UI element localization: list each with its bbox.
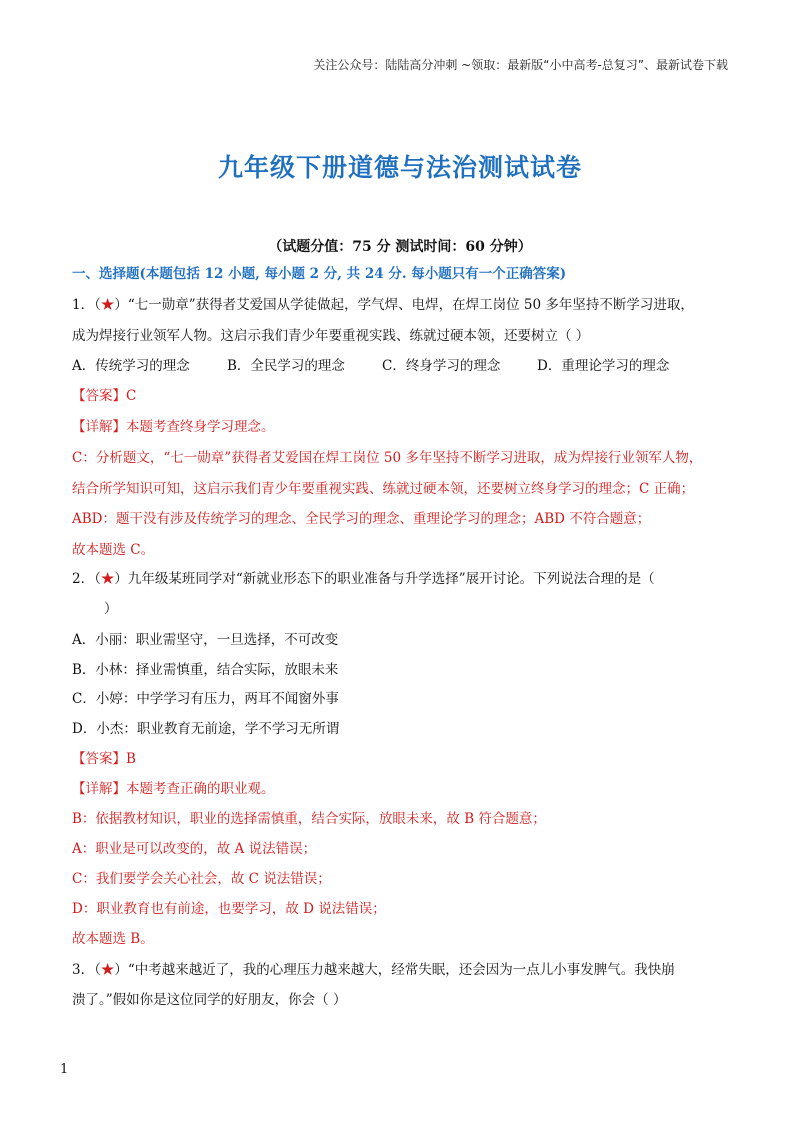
q2-detail: 【详解】本题考查正确的职业观。: [72, 781, 275, 797]
q1-detail: 【详解】本题考查终身学习理念。: [72, 419, 275, 435]
q2-option-d: D．小杰：职业教育无前途，学不学习无所谓: [72, 721, 340, 737]
q1-line2: 成为焊接行业领军人物。这启示我们青少年要重视实践、练就过硬本领，还要树立（ ）: [72, 328, 590, 344]
q1-explanation: C：分析题文，“七一勋章”获得者艾爱国在焊工岗位 50 多年坚持不断学习进取，成为焊接行业领军人物，: [72, 450, 703, 466]
page-title: 九年级下册道德与法治测试试卷: [217, 153, 582, 182]
star-icon: ★: [100, 571, 115, 587]
section-heading: 一、选择题(本题包括 12 小题, 每小题 2 分, 共 24 分. 每小题只有一个正确答案): [72, 266, 567, 282]
q3-text: ）“中考越来越近了，我的心理压力越来越大，经常失眠，还会因为一点儿小事发脾气。我快崩: [114, 962, 675, 978]
q2-option-a: A．小丽：职业需坚守，一旦选择，不可改变: [72, 632, 339, 648]
q2-line1: [72, 570, 655, 588]
q1-option-a: A．传统学习的理念: [72, 358, 190, 374]
q1-number: 1．（: [72, 297, 101, 313]
q2-line2: ）: [104, 601, 118, 617]
q1-option-c: C．终身学习的理念: [382, 358, 501, 374]
page-header: 关注公众号：陆陆高分冲刺 ~领取：最新版“小中高考-总复习”、最新试卷下载: [313, 58, 728, 72]
q1-line1: [72, 296, 694, 314]
q2-text: ）九年级某班同学对“新就业形态下的职业准备与升学选择”展开讨论。下列说法合理的是（: [114, 571, 655, 587]
q3-line2: 溃了。”假如你是这位同学的好朋友，你会（ ）: [72, 992, 347, 1008]
exam-info: （试题分值：75 分 测试时间：60 分钟）: [268, 239, 532, 255]
q2-explanation: B：依据教材知识，职业的选择需慎重，结合实际，放眼未来，故 B 符合题意；: [72, 811, 546, 827]
q2-explanation: C：我们要学会关心社会，故 C 说法错误；: [72, 871, 331, 887]
q2-conclusion: 故本题选 B。: [72, 931, 154, 947]
q1-answer: 【答案】C: [72, 388, 137, 404]
q2-explanation: D：职业教育也有前途，也要学习，故 D 说法错误；: [72, 901, 386, 917]
q1-option-d: D．重理论学习的理念: [537, 358, 670, 374]
q3-line1: [72, 961, 675, 979]
q1-explanation: ABD：题干没有涉及传统学习的理念、全民学习的理念、重理论学习的理念；ABD 不符合题意；: [72, 511, 651, 527]
q3-number: 3．（: [72, 962, 101, 978]
star-icon: ★: [100, 962, 115, 978]
q2-number: 2．（: [72, 571, 101, 587]
q2-option-c: C．小婷：中学学习有压力，两耳不闻窗外事: [72, 691, 339, 707]
q1-option-b: B．全民学习的理念: [227, 358, 345, 374]
q1-conclusion: 故本题选 C。: [72, 542, 155, 558]
q1-text: ）“七一勋章”获得者艾爱国从学徒做起，学气焊、电焊，在焊工岗位 50 多年坚持不断学习进取，: [114, 297, 694, 313]
star-icon: ★: [100, 297, 115, 313]
q1-options: [72, 357, 669, 375]
page-number: 1: [60, 1062, 69, 1077]
q2-answer: 【答案】B: [72, 751, 136, 767]
q2-option-b: B．小林：择业需慎重，结合实际，放眼未来: [72, 662, 339, 678]
q1-explanation: 结合所学知识可知，这启示我们青少年要重视实践、练就过硬本领，还要树立终身学习的理念；C 正确；: [72, 481, 695, 497]
q2-explanation: A：职业是可以改变的，故 A 说法错误；: [72, 841, 317, 857]
